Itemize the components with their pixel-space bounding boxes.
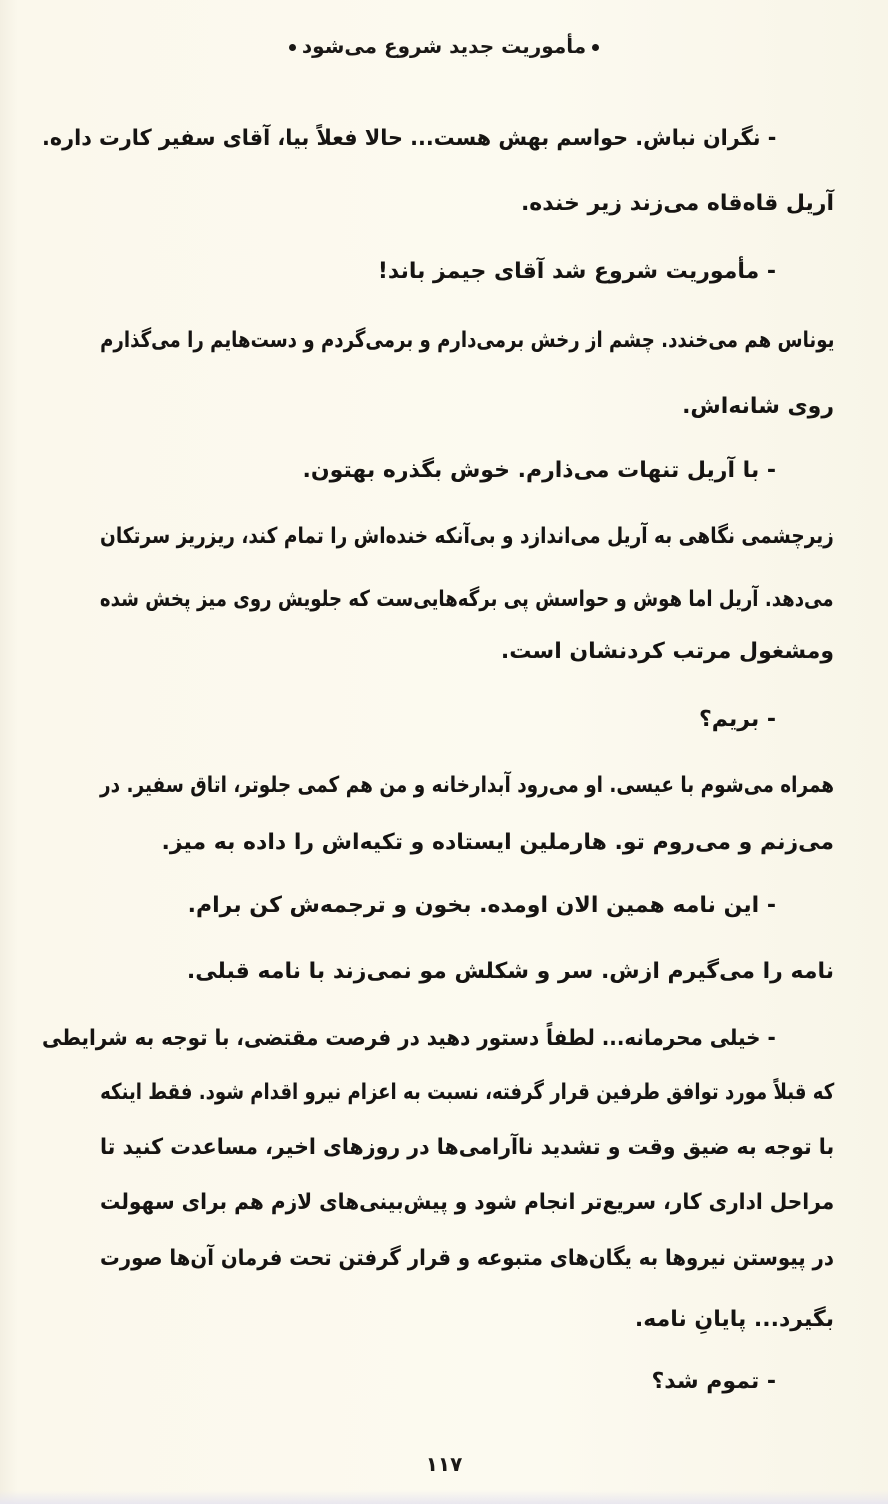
bullet-icon <box>289 44 296 51</box>
text-line: - این نامه همین الان اومده. بخون و ترجمه‌ش کن برام. <box>187 893 776 918</box>
text-line: - مأموریت شروع شد آقای جیمز باند! <box>377 259 776 284</box>
text-line: در پیوستن نیروها به یگان‌های متبوعه و قرار گرفتن تحت فرمان آن‌ها صورت <box>100 1246 834 1271</box>
scan-edge <box>0 1490 888 1504</box>
text-line: نامه را می‌گیرم ازش. سر و شکلش مو نمی‌زند با نامه قبلی. <box>186 959 834 984</box>
text-line: - بریم؟ <box>698 707 776 732</box>
page-number: ۱۱۷ <box>425 1452 463 1476</box>
text-line: بگیرد... پایانِ نامه. <box>634 1307 834 1332</box>
text-line: همراه می‌شوم با عیسی. او می‌رود آبدارخانه و من هم کمی جلوتر، اتاق سفیر. در <box>99 773 834 798</box>
text-line: - خیلی محرمانه... لطفاً دستور دهید در فرصت مقتضی، با توجه به شرایطی <box>42 1026 776 1051</box>
text-line: روی شانه‌اش. <box>682 394 834 419</box>
text-line: - نگران نباش. حواسم بهش هست... حالا فعلاً بیا، آقای سفیر کارت داره. <box>41 126 776 151</box>
text-line: زیرچشمی نگاهی به آریل می‌اندازد و بی‌آنکه خنده‌اش را تمام کند، ریزریز سرتکان <box>100 524 834 549</box>
text-line: یوناس هم می‌خندد. چشم از رخش برمی‌دارم و برمی‌گردم و دست‌هایم را می‌گذارم <box>99 328 834 353</box>
chapter-title: مأموریت جدید شروع می‌شود <box>301 34 587 58</box>
text-line: می‌دهد. آریل اما هوش و حواسش پی برگه‌هایی‌ست که جلویش روی میز پخش شده <box>100 587 834 612</box>
text-line: - با آریل تنهات می‌ذارم. خوش بگذره بهتون. <box>302 458 776 483</box>
running-header <box>0 34 888 58</box>
text-line: با توجه به ضیق وقت و تشدید ناآرامی‌ها در روزهای اخیر، مساعدت کنید تا <box>99 1135 834 1160</box>
text-line: می‌زنم و می‌روم تو. هارملین ایستاده و تکیه‌اش را داده به میز. <box>161 830 834 855</box>
text-line: ومشغول مرتب کردنشان است. <box>500 639 834 664</box>
text-line: آریل قاه‌قاه می‌زند زیر خنده. <box>520 191 834 216</box>
text-line: که قبلاً مورد توافق طرفین قرار گرفته، نسبت به اعزام نیرو اقدام شود. فقط اینکه <box>99 1080 834 1105</box>
text-line: مراحل اداری کار، سریع‌تر انجام شود و پیش‌بینی‌های لازم هم برای سهولت <box>99 1190 834 1215</box>
text-line: - تموم شد؟ <box>651 1369 776 1394</box>
bullet-icon <box>592 44 599 51</box>
